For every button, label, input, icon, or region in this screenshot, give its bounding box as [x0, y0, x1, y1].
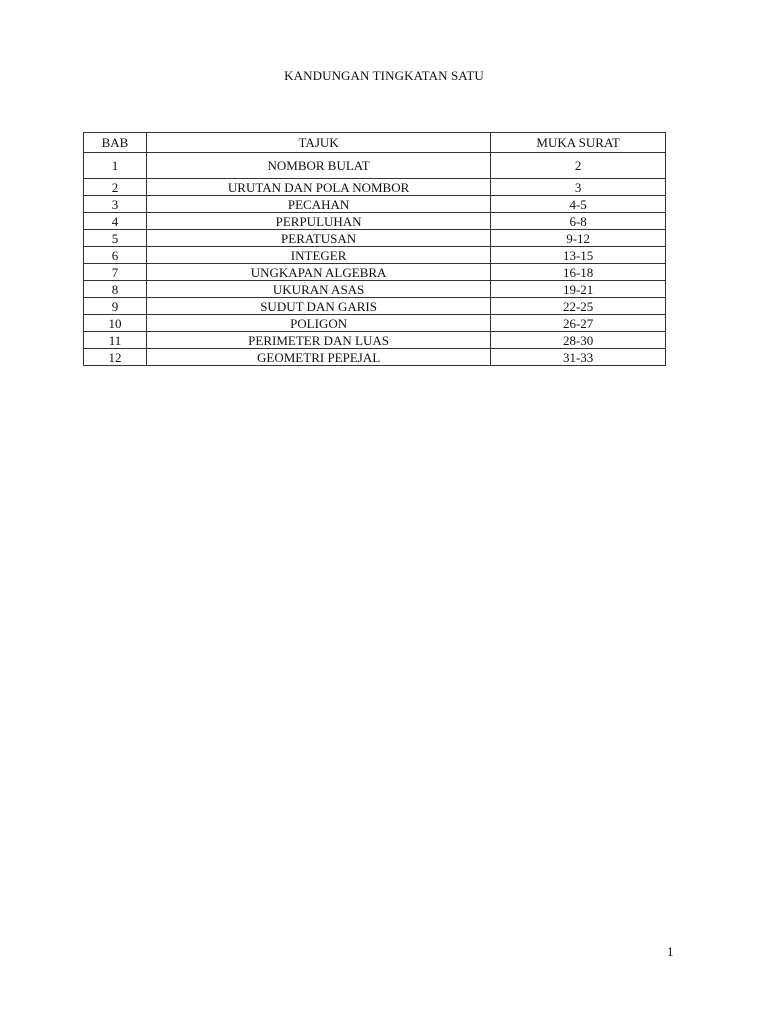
table-row: [84, 264, 666, 281]
table-row: [84, 332, 666, 349]
cell-muka-surat: 3: [491, 179, 666, 196]
cell-muka-surat: 16-18: [491, 264, 666, 281]
cell-bab: 7: [84, 264, 147, 281]
cell-bab: 4: [84, 213, 147, 230]
table-header: [84, 133, 666, 153]
cell-muka-surat: 28-30: [491, 332, 666, 349]
table-row: [84, 230, 666, 247]
table-row: [84, 153, 666, 179]
cell-tajuk: INTEGER: [146, 247, 490, 264]
cell-muka-surat: 6-8: [491, 213, 666, 230]
cell-muka-surat: 19-21: [491, 281, 666, 298]
table-row: [84, 213, 666, 230]
header-tajuk: TAJUK: [146, 133, 490, 153]
cell-bab: 6: [84, 247, 147, 264]
cell-bab: 2: [84, 179, 147, 196]
header-row: [84, 133, 666, 153]
cell-tajuk: NOMBOR BULAT: [146, 153, 490, 179]
cell-muka-surat: 2: [491, 153, 666, 179]
cell-tajuk: PERPULUHAN: [146, 213, 490, 230]
table-row: [84, 349, 666, 366]
cell-tajuk: URUTAN DAN POLA NOMBOR: [146, 179, 490, 196]
cell-tajuk: UNGKAPAN ALGEBRA: [146, 264, 490, 281]
table-row: [84, 315, 666, 332]
cell-bab: 3: [84, 196, 147, 213]
cell-muka-surat: 31-33: [491, 349, 666, 366]
cell-bab: 11: [84, 332, 147, 349]
page-number: 1: [667, 944, 674, 959]
table-row: [84, 196, 666, 213]
cell-tajuk: GEOMETRI PEPEJAL: [146, 349, 490, 366]
cell-tajuk: PERIMETER DAN LUAS: [146, 332, 490, 349]
table-row: [84, 247, 666, 264]
cell-muka-surat: 13-15: [491, 247, 666, 264]
cell-bab: 12: [84, 349, 147, 366]
cell-bab: 10: [84, 315, 147, 332]
header-bab: BAB: [84, 133, 147, 153]
table-row: [84, 298, 666, 315]
cell-tajuk: PERATUSAN: [146, 230, 490, 247]
cell-tajuk: UKURAN ASAS: [146, 281, 490, 298]
table-body: [84, 153, 666, 366]
header-muka-surat: MUKA SURAT: [491, 133, 666, 153]
cell-bab: 8: [84, 281, 147, 298]
cell-bab: 1: [84, 153, 147, 179]
page-title: KANDUNGAN TINGKATAN SATU: [284, 68, 484, 83]
cell-tajuk: PECAHAN: [146, 196, 490, 213]
cell-tajuk: SUDUT DAN GARIS: [146, 298, 490, 315]
cell-bab: 9: [84, 298, 147, 315]
cell-muka-surat: 26-27: [491, 315, 666, 332]
cell-bab: 5: [84, 230, 147, 247]
cell-muka-surat: 22-25: [491, 298, 666, 315]
cell-muka-surat: 4-5: [491, 196, 666, 213]
cell-tajuk: POLIGON: [146, 315, 490, 332]
table-row: [84, 281, 666, 298]
contents-table: [83, 132, 666, 366]
cell-muka-surat: 9-12: [491, 230, 666, 247]
table-row: [84, 179, 666, 196]
